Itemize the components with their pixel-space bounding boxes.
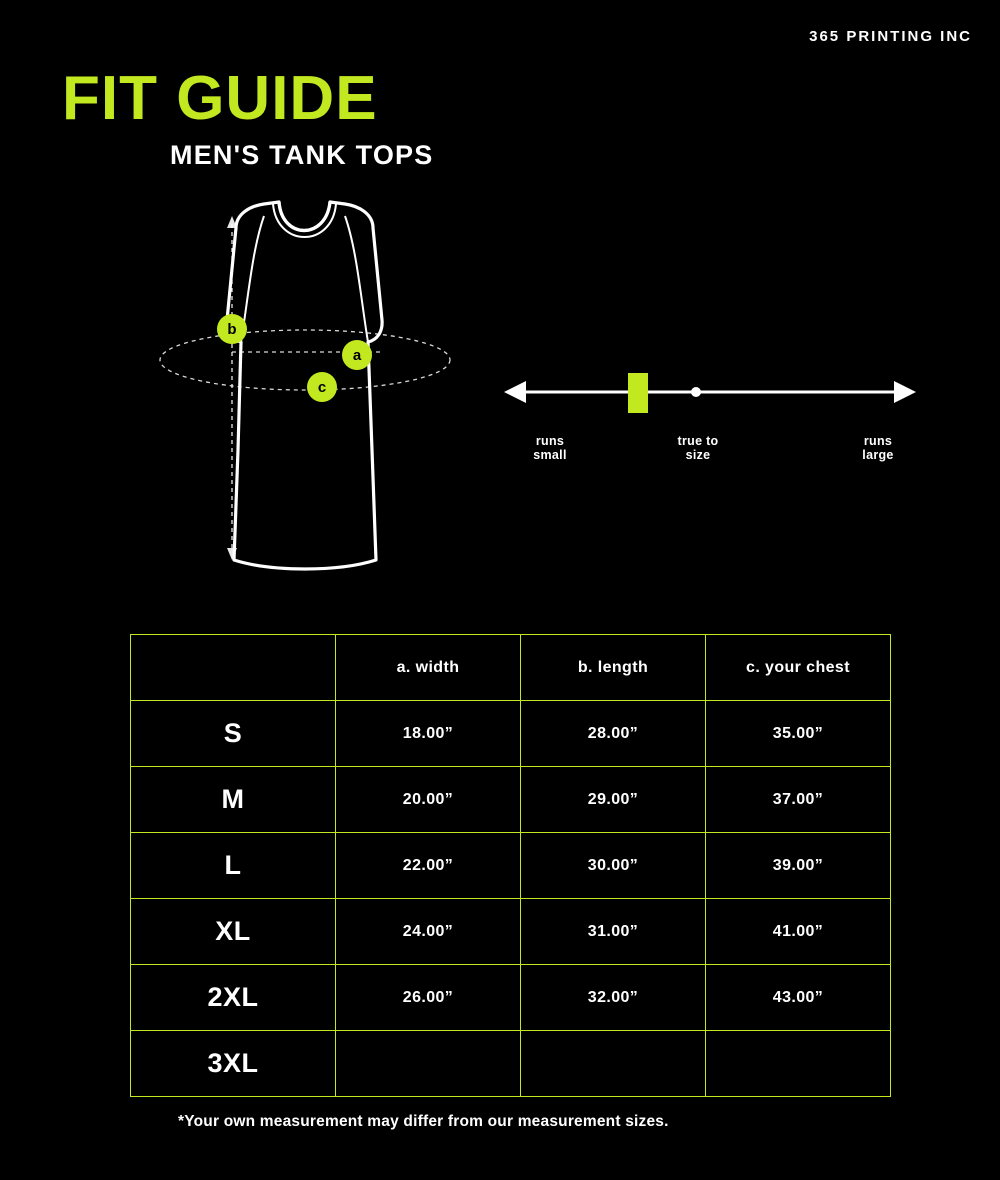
fit-scale-label-large-line2: large [862, 448, 894, 463]
table-header-chest: c. your chest [706, 635, 891, 701]
size-table-wrapper [130, 634, 890, 1097]
fit-scale-label-true [658, 434, 738, 463]
fit-scale-label-true-line1: true to [677, 434, 719, 448]
row-length [521, 1031, 706, 1097]
table-header-width: a. width [336, 635, 521, 701]
row-width: 26.00” [336, 965, 521, 1031]
row-width: 24.00” [336, 899, 521, 965]
table-header-row [131, 635, 891, 701]
tank-top-illustration [140, 200, 470, 600]
row-chest: 35.00” [706, 701, 891, 767]
fit-scale [500, 360, 920, 470]
fit-scale-label-small-line2: small [533, 448, 567, 463]
fit-scale-label-true-line2: size [685, 448, 711, 463]
footnote: *Your own measurement may differ from our measurement sizes. [178, 1113, 669, 1130]
row-length: 32.00” [521, 965, 706, 1031]
measurement-badge-a: a [342, 340, 372, 370]
row-length: 29.00” [521, 767, 706, 833]
table-row [131, 899, 891, 965]
row-width: 18.00” [336, 701, 521, 767]
row-size: 2XL [131, 965, 336, 1031]
table-header-blank [131, 635, 336, 701]
page-title: FIT GUIDE [62, 64, 378, 133]
table-row [131, 833, 891, 899]
row-length: 28.00” [521, 701, 706, 767]
row-chest: 39.00” [706, 833, 891, 899]
row-length: 31.00” [521, 899, 706, 965]
row-width: 20.00” [336, 767, 521, 833]
fit-scale-label-large-line1: runs [863, 434, 893, 448]
row-size: M [131, 767, 336, 833]
page-subtitle: MEN'S TANK TOPS [170, 140, 434, 170]
table-row [131, 767, 891, 833]
row-chest: 41.00” [706, 899, 891, 965]
measurement-badge-b: b [217, 314, 247, 344]
row-size: S [131, 701, 336, 767]
row-width: 22.00” [336, 833, 521, 899]
row-size: XL [131, 899, 336, 965]
fit-scale-svg [500, 360, 920, 430]
row-chest: 43.00” [706, 965, 891, 1031]
measurement-badge-c: c [307, 372, 337, 402]
fit-scale-label-large [838, 434, 918, 463]
row-width [336, 1031, 521, 1097]
table-row [131, 965, 891, 1031]
table-header-length: b. length [521, 635, 706, 701]
row-length: 30.00” [521, 833, 706, 899]
table-row [131, 701, 891, 767]
size-table [130, 634, 891, 1097]
brand-label: 365 PRINTING INC [809, 28, 972, 45]
tank-top-svg [140, 200, 470, 600]
row-size: L [131, 833, 336, 899]
fit-scale-label-small [510, 434, 590, 463]
row-chest [706, 1031, 891, 1097]
fit-scale-label-small-line1: runs [535, 434, 565, 448]
row-chest: 37.00” [706, 767, 891, 833]
table-row [131, 1031, 891, 1097]
row-size: 3XL [131, 1031, 336, 1097]
